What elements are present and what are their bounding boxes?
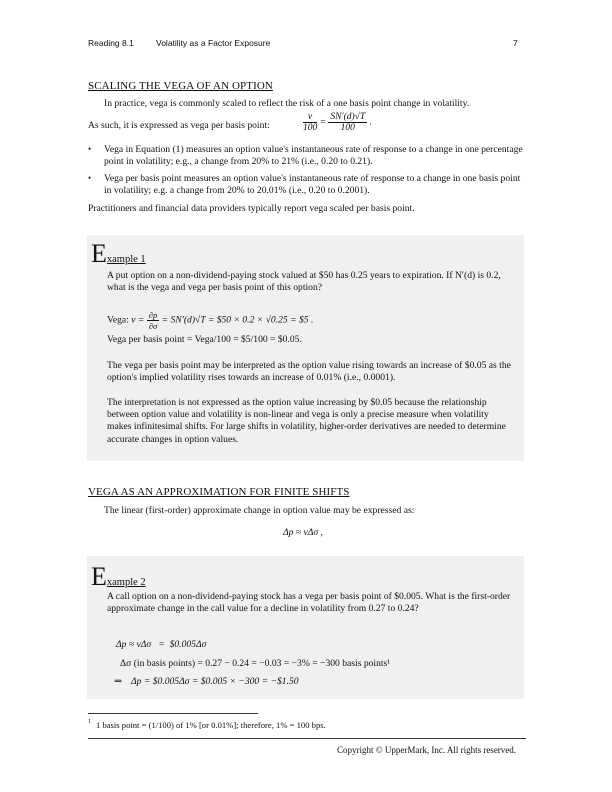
page-number: 7: [513, 38, 518, 48]
example1-para1: The vega per basis point may be interpreted as the option value rising towards an increase of $0.05 as the option's implied volatility rises towards an increase of 0.01% (i.e., 0.0001).: [107, 360, 511, 384]
example1-para2: The interpretation is not expressed as the option value increasing by $0.05 because the relationship between option value and volatility is non-linear and vega is only a precise measure when volatility makes infinitesimal shifts. For large shifts in volatility, higher-order derivatives are needed to determine accurate changes in option values.: [107, 397, 506, 445]
example2-line2: Δσ (in basis points) = 0.27 − 0.24 = −0.03 = −3% = −300 basis points¹: [120, 658, 391, 669]
example1-vega-bp: Vega per basis point = Vega/100 = $5/100 = $0.05.: [107, 334, 302, 345]
example2-line3: Δp = $0.005Δσ = $0.005 × −300 = −$1.50: [131, 676, 299, 687]
section-title-scaling-vega: SCALING THE VEGA OF AN OPTION: [88, 80, 273, 92]
bullet-icon: •: [88, 173, 92, 183]
footer-rule: [88, 738, 526, 739]
bullet-icon: •: [88, 144, 92, 154]
footnote-text: 1 basis point = (1/100) of 1% [or 0.01%]; therefore, 1% = 100 bps.: [96, 720, 326, 730]
bullet-vega-equation: Vega in Equation (1) measures an option value's instantaneous rate of response to a change in one percentage point in volatility; e.g., a change from 20% to 21% (i.e., 0.20 to 0.21).: [104, 144, 523, 168]
header-title: Volatility as a Factor Exposure: [156, 38, 271, 48]
header-reading: Reading 8.1: [88, 38, 134, 48]
section1-para1: In practice, vega is commonly scaled to reflect the risk of a one basis point change in volatility.: [104, 98, 470, 109]
vega-bp-formula: $\frac{\nu}{100}$ = $\frac{SN'(d)√T}{100}$ .: [303, 112, 372, 133]
example1-vega-line: Vega: ν = $\frac{\partial p}{\partial\sigma}$ = SN′(d)√T = $50 × 0.2 × √0.25 = $5 .: [107, 310, 314, 331]
section2-formula: Δp ≈ νΔσ ,: [283, 527, 323, 538]
footnote-mark: 1: [88, 718, 92, 725]
section1-closing: Practitioners and financial data providers typically report vega scaled per basis point.: [88, 203, 415, 214]
implies-arrow-icon: ⇒: [114, 676, 123, 687]
section2-para: The linear (first-order) approximate change in option value may be expressed as:: [104, 505, 415, 516]
example2-heading: Example 2: [91, 562, 146, 591]
example2-question: A call option on a non-dividend-paying stock has a vega per basis point of $0.005. What is the first-order approximate change in the call value for a decline in volatility from 0.27 to 0.24?: [107, 591, 511, 615]
example1-question: A put option on a non-dividend-paying stock valued at $50 has 0.25 years to expiration. If N′(d) is 0.2, what is the vega and vega per basis point of this option?: [107, 270, 501, 294]
section1-para2-lead: As such, it is expressed as vega per basis point:: [88, 120, 270, 131]
example2-line1: Δp ≈ νΔσ = $0.005Δσ: [116, 639, 207, 650]
footnote-rule: [88, 713, 258, 714]
section-title-finite-shifts: VEGA AS AN APPROXIMATION FOR FINITE SHIFTS: [88, 486, 350, 498]
bullet-vega-per-bp: Vega per basis point measures an option value's instantaneous rate of response to a change in one basis point in volatility; e.g. a change from 20% to 20.01% (i.e., 0.20 to 0.2001).: [104, 173, 521, 197]
example1-heading: Example 1: [91, 239, 146, 268]
footer-copyright: Copyright © UpperMark, Inc. All rights reserved.: [337, 745, 517, 755]
